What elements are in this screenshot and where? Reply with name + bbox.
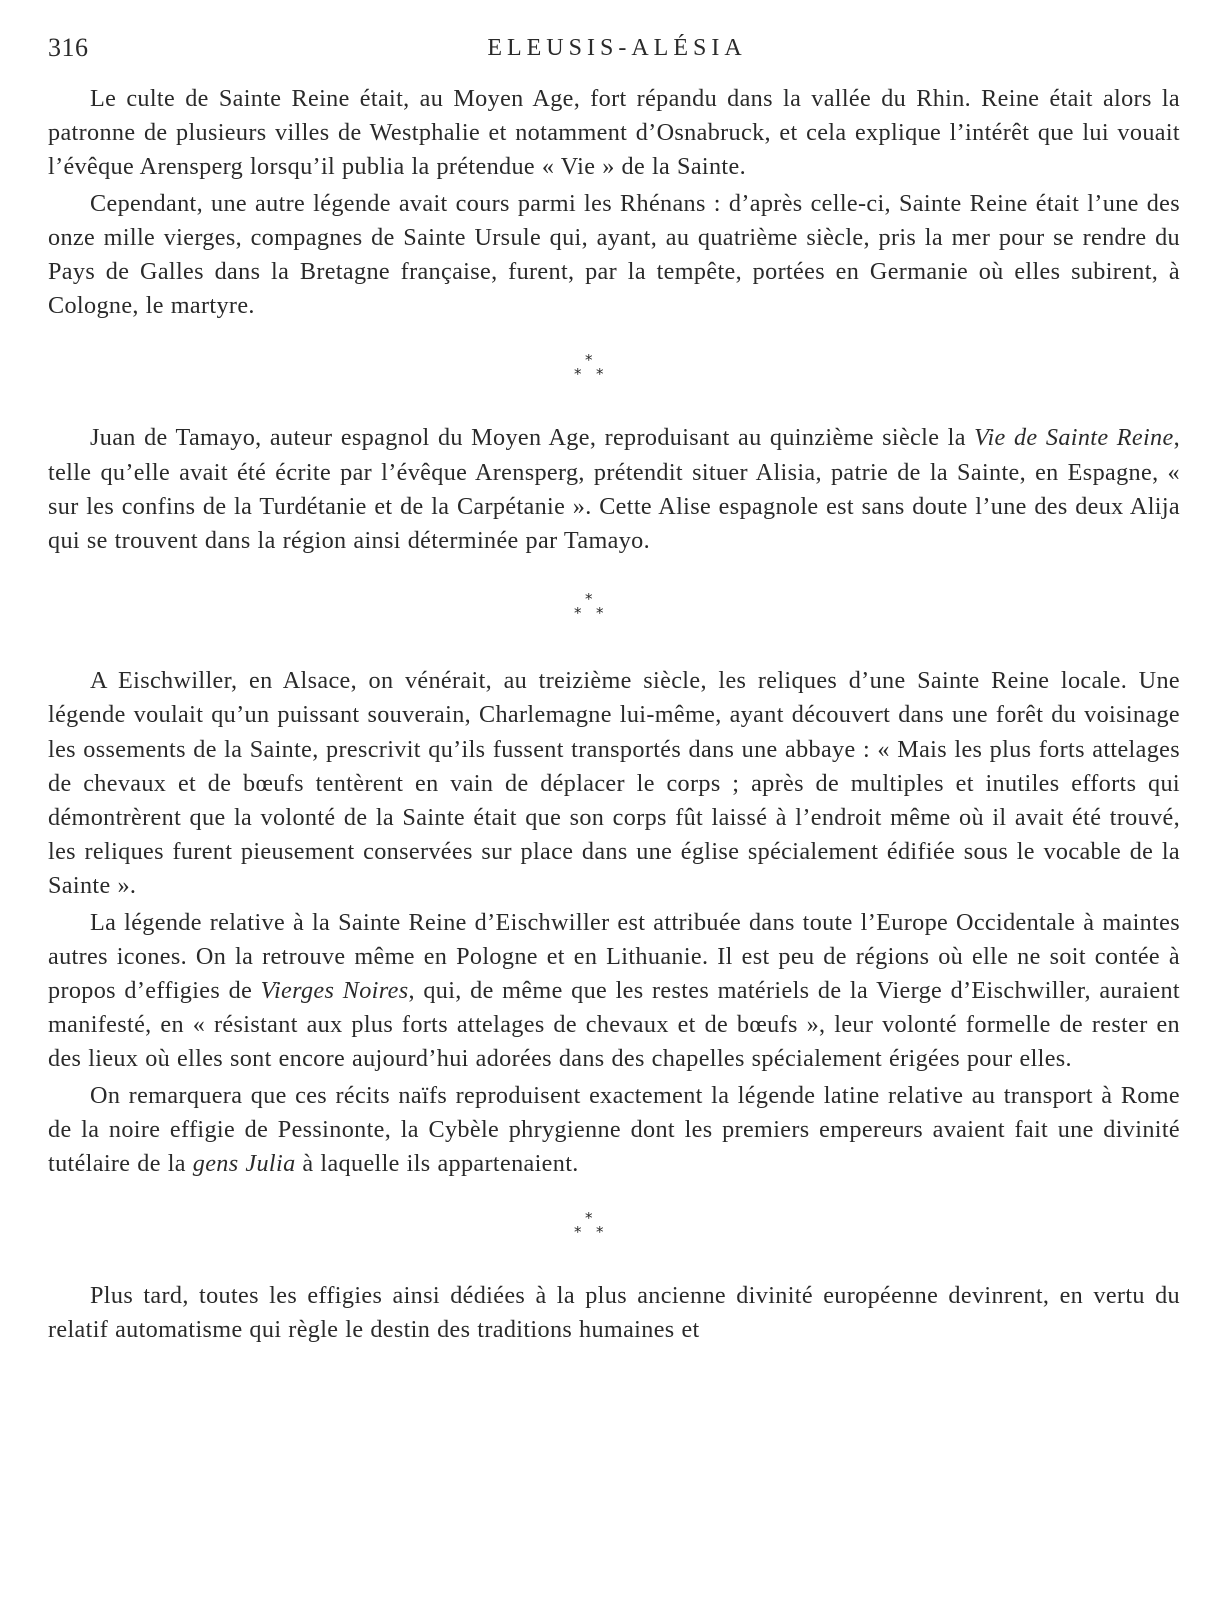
italic-term: Vierges Noires	[260, 977, 409, 1005]
section-break-ornament	[48, 325, 1180, 421]
paragraph	[48, 1079, 1180, 1182]
text-run: à laquelle ils appartenaient.	[295, 1150, 579, 1178]
book-page	[48, 30, 1180, 1350]
paragraph	[48, 1279, 1180, 1347]
asterism-star-icon: *	[596, 604, 604, 623]
section-break-ornament	[48, 1183, 1180, 1279]
text-run: On remarquera que ces récits naïfs reproduisent exactement la légende latine relative au transport à Rome de la noire effigie de Pessinonte, la Cybèle phrygienne dont les premiers empereurs avaient fait une divinité tutélaire de la	[48, 1081, 1180, 1178]
asterism-star-icon: *	[585, 1209, 593, 1228]
body-text	[48, 82, 1180, 1348]
asterism-star-icon: *	[574, 1223, 582, 1242]
asterism-star-icon: *	[585, 590, 593, 609]
running-title: ELEUSIS-ALÉSIA	[487, 35, 747, 61]
text-run: Cependant, une autre légende avait cours parmi les Rhénans : d’après celle-ci, Sainte Reine était l’une des onze mille vierges, compagnes de Sainte Ursule qui, ayant, au quatrième siècle, pris la mer pour se rendre du Pays de Galles dans la Bretagne française, furent, par la tempête, portées en Germanie où elles subirent, à Cologne, le martyre.	[48, 189, 1180, 320]
paragraph	[48, 664, 1180, 903]
italic-term: gens Julia	[192, 1150, 296, 1178]
italic-title: Vie de Sainte Reine	[974, 424, 1174, 452]
text-run: A Eischwiller, en Alsace, on vénérait, au treizième siècle, les reliques d’une Sainte Reine locale. Une légende voulait qu’un puissant souverain, Charlemagne lui-même, ayant découvert dans une forêt du voisinage les ossements de la Sainte, prescrivit qu’ils fussent transportés dans une abbaye : « Mais les plus forts attelages de chevaux et de bœufs tentèrent en vain de déplacer le corps ; après de multiples et inutiles efforts qui démontrèrent que la volonté de la Sainte était que son corps fût laissé à l’endroit même où il avait été trouvé, les reliques furent pieusement conservées sur place dans une église spécialement édifiée sous le vocable de la Sainte ».	[48, 667, 1180, 900]
asterism-star-icon: *	[574, 365, 582, 384]
asterism-star-icon: *	[574, 604, 582, 623]
asterism-star-icon: *	[585, 351, 593, 370]
text-run: Plus tard, toutes les effigies ainsi dédiées à la plus ancienne divinité européenne devinrent, en vertu du relatif automatisme qui règle le destin des traditions humaines et	[48, 1282, 1180, 1344]
text-run: La légende relative à la Sainte Reine d’Eischwiller est attribuée dans toute l’Europe Occidentale à maintes autres icones. On la retrouve même en Pologne et en Lithuanie. Il est peu de régions où elle ne soit contée à propos d’effigies de	[48, 908, 1180, 1005]
section-break-ornament	[48, 560, 1180, 664]
asterism-star-icon: *	[596, 1223, 604, 1242]
paragraph	[48, 906, 1180, 1077]
text-run: Juan de Tamayo, auteur espagnol du Moyen Age, reproduisant au quinzième siècle la	[90, 424, 975, 452]
text-run: , qui, de même que les restes matériels de la Vierge d’Eischwiller, auraient manifesté, en « résistant aux plus forts attelages de chevaux et de bœufs », leur volonté formelle de rester en des lieux où elles sont encore aujourd’hui adorées dans des chapelles spécialement érigées pour elles.	[48, 977, 1181, 1073]
paragraph	[48, 421, 1180, 558]
text-run: , telle qu’elle avait été écrite par l’évêque Arensperg, prétendit situer Alisia, patrie de la Sainte, en Espagne, « sur les confins de la Turdétanie et de la Carpétanie ». Cette Alise espagnole est sans doute l’une des deux Alija qui se trouvent dans la région ainsi déterminée par Tamayo.	[48, 424, 1180, 555]
paragraph	[48, 187, 1180, 324]
text-run: Le culte de Sainte Reine était, au Moyen Age, fort répandu dans la vallée du Rhin. Reine était alors la patronne de plusieurs villes de Westphalie et notamment d’Osnabruck, et cela explique l’intérêt que lui vouait l’évêque Arensperg lorsqu’il publia la prétendue « Vie » de la Sainte.	[48, 85, 1180, 181]
asterism-star-icon: *	[596, 365, 604, 384]
paragraph	[48, 82, 1180, 185]
page-number: 316	[48, 33, 89, 62]
running-head	[48, 30, 1180, 70]
